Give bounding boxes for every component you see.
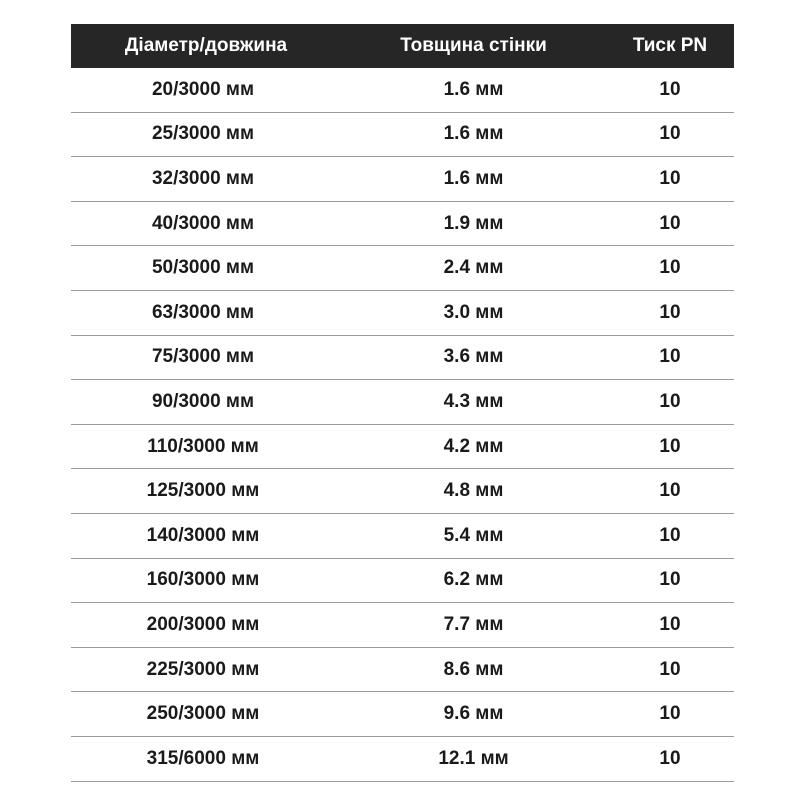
- cell-diameter-length: 90/3000 мм: [71, 380, 341, 425]
- cell-diameter-length: 63/3000 мм: [71, 290, 341, 335]
- table-row: [71, 335, 734, 380]
- table-row: [71, 558, 734, 603]
- cell-wall-thickness: 9.6 мм: [341, 692, 606, 737]
- cell-pressure-pn: 10: [606, 692, 734, 737]
- cell-pressure-pn: 10: [606, 335, 734, 380]
- cell-pressure-pn: 10: [606, 424, 734, 469]
- cell-wall-thickness: 3.6 мм: [341, 335, 606, 380]
- cell-diameter-length: 125/3000 мм: [71, 469, 341, 514]
- cell-wall-thickness: 1.6 мм: [341, 68, 606, 112]
- cell-pressure-pn: 10: [606, 157, 734, 202]
- table-row: [71, 290, 734, 335]
- table-row: [71, 112, 734, 157]
- table-row: [71, 380, 734, 425]
- table-row: [71, 469, 734, 514]
- header-pressure-pn: Тиск PN: [606, 24, 734, 68]
- cell-wall-thickness: 5.4 мм: [341, 513, 606, 558]
- table-row: [71, 736, 734, 781]
- table-body: [71, 68, 734, 781]
- cell-wall-thickness: 7.7 мм: [341, 603, 606, 648]
- cell-wall-thickness: 6.2 мм: [341, 558, 606, 603]
- cell-diameter-length: 20/3000 мм: [71, 68, 341, 112]
- table-row: [71, 201, 734, 246]
- cell-diameter-length: 140/3000 мм: [71, 513, 341, 558]
- table-row: [71, 647, 734, 692]
- table-row: [71, 692, 734, 737]
- cell-pressure-pn: 10: [606, 603, 734, 648]
- table-header: [71, 24, 734, 68]
- cell-pressure-pn: 10: [606, 558, 734, 603]
- header-diameter-length: Діаметр/довжина: [71, 24, 341, 68]
- header-wall-thickness: Товщина стінки: [341, 24, 606, 68]
- header-row: [71, 24, 734, 68]
- cell-diameter-length: 75/3000 мм: [71, 335, 341, 380]
- cell-diameter-length: 160/3000 мм: [71, 558, 341, 603]
- cell-diameter-length: 200/3000 мм: [71, 603, 341, 648]
- cell-wall-thickness: 1.6 мм: [341, 112, 606, 157]
- cell-diameter-length: 32/3000 мм: [71, 157, 341, 202]
- cell-pressure-pn: 10: [606, 647, 734, 692]
- cell-wall-thickness: 1.6 мм: [341, 157, 606, 202]
- cell-pressure-pn: 10: [606, 380, 734, 425]
- cell-diameter-length: 40/3000 мм: [71, 201, 341, 246]
- cell-wall-thickness: 4.8 мм: [341, 469, 606, 514]
- cell-pressure-pn: 10: [606, 469, 734, 514]
- cell-pressure-pn: 10: [606, 736, 734, 781]
- cell-diameter-length: 50/3000 мм: [71, 246, 341, 291]
- cell-wall-thickness: 8.6 мм: [341, 647, 606, 692]
- table-row: [71, 68, 734, 112]
- pipe-spec-table: [71, 24, 734, 782]
- cell-wall-thickness: 3.0 мм: [341, 290, 606, 335]
- cell-pressure-pn: 10: [606, 68, 734, 112]
- cell-diameter-length: 225/3000 мм: [71, 647, 341, 692]
- table-row: [71, 424, 734, 469]
- cell-wall-thickness: 4.3 мм: [341, 380, 606, 425]
- cell-wall-thickness: 4.2 мм: [341, 424, 606, 469]
- cell-diameter-length: 25/3000 мм: [71, 112, 341, 157]
- cell-pressure-pn: 10: [606, 112, 734, 157]
- table-row: [71, 603, 734, 648]
- cell-pressure-pn: 10: [606, 246, 734, 291]
- cell-diameter-length: 110/3000 мм: [71, 424, 341, 469]
- cell-pressure-pn: 10: [606, 290, 734, 335]
- table-row: [71, 157, 734, 202]
- cell-wall-thickness: 2.4 мм: [341, 246, 606, 291]
- cell-pressure-pn: 10: [606, 201, 734, 246]
- table-row: [71, 513, 734, 558]
- cell-wall-thickness: 12.1 мм: [341, 736, 606, 781]
- cell-diameter-length: 315/6000 мм: [71, 736, 341, 781]
- cell-diameter-length: 250/3000 мм: [71, 692, 341, 737]
- cell-wall-thickness: 1.9 мм: [341, 201, 606, 246]
- table-row: [71, 246, 734, 291]
- cell-pressure-pn: 10: [606, 513, 734, 558]
